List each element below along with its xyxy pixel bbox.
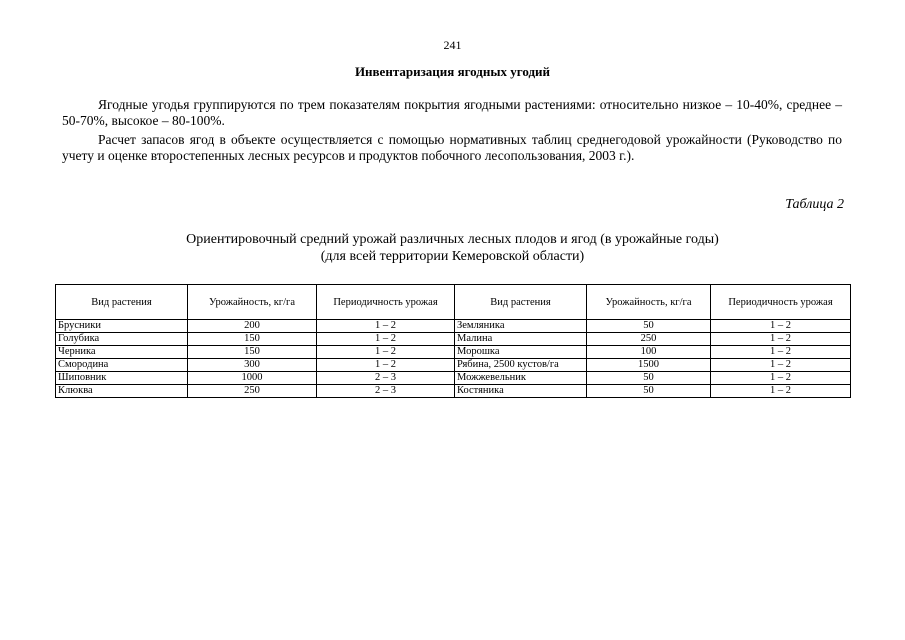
cell-periodicity: 1 – 2 xyxy=(711,372,851,385)
column-header-yield: Урожайность, кг/га xyxy=(188,285,317,320)
cell-yield: 200 xyxy=(188,320,317,333)
cell-plant: Клюква xyxy=(56,385,188,398)
cell-yield: 1500 xyxy=(587,359,711,372)
paragraph-yield-calculation: Расчет запасов ягод в объекте осуществляется с помощью нормативных таблиц среднегодовой урожайности (Руководство по учету и оценке второстепенных лесных ресурсов и продуктов побочного лесопользования, 2003 г.). xyxy=(62,132,842,163)
section-heading: Инвентаризация ягодных угодий xyxy=(354,64,551,79)
cell-plant: Земляника xyxy=(455,320,587,333)
cell-plant: Можжевельник xyxy=(455,372,587,385)
column-header-periodicity: Периодичность урожая xyxy=(317,285,455,320)
cell-yield: 150 xyxy=(188,346,317,359)
table-caption xyxy=(0,231,905,265)
cell-yield: 100 xyxy=(587,346,711,359)
table-caption-line-2: (для всей территории Кемеровской области) xyxy=(320,249,585,264)
cell-yield: 50 xyxy=(587,372,711,385)
cell-periodicity: 1 – 2 xyxy=(317,359,455,372)
cell-periodicity: 1 – 2 xyxy=(711,320,851,333)
cell-yield: 250 xyxy=(587,333,711,346)
column-header-periodicity: Периодичность урожая xyxy=(711,285,851,320)
cell-plant: Шиповник xyxy=(56,372,188,385)
cell-yield: 1000 xyxy=(188,372,317,385)
table-row xyxy=(56,359,851,372)
cell-periodicity: 1 – 2 xyxy=(711,346,851,359)
cell-yield: 150 xyxy=(188,333,317,346)
cell-periodicity: 1 – 2 xyxy=(711,359,851,372)
cell-periodicity: 1 – 2 xyxy=(711,385,851,398)
cell-yield: 300 xyxy=(188,359,317,372)
table-label: Таблица 2 xyxy=(785,197,844,212)
table-row xyxy=(56,385,851,398)
table-row xyxy=(56,346,851,359)
cell-plant: Черника xyxy=(56,346,188,359)
cell-yield: 50 xyxy=(587,385,711,398)
column-header-plant: Вид растения xyxy=(56,285,188,320)
cell-periodicity: 1 – 2 xyxy=(317,346,455,359)
cell-plant: Рябина, 2500 кустов/га xyxy=(455,359,587,372)
table-caption-line-1: Ориентировочный средний урожай различных лесных плодов и ягод (в урожайные годы) xyxy=(186,232,719,247)
cell-plant: Костяника xyxy=(455,385,587,398)
paragraph-coverage-groups: Ягодные угодья группируются по трем показателям покрытия ягодными растениями: относительно низкое – 10-40%, среднее – 50-70%, высокое – 80-100%. xyxy=(62,97,842,128)
table-header-row xyxy=(56,285,851,320)
harvest-table xyxy=(55,284,851,398)
table-row xyxy=(56,372,851,385)
column-header-plant: Вид растения xyxy=(455,285,587,320)
table-row xyxy=(56,320,851,333)
cell-plant: Голубика xyxy=(56,333,188,346)
cell-plant: Смородина xyxy=(56,359,188,372)
cell-plant: Брусники xyxy=(56,320,188,333)
cell-periodicity: 1 – 2 xyxy=(317,320,455,333)
cell-periodicity: 1 – 2 xyxy=(317,333,455,346)
cell-periodicity: 2 – 3 xyxy=(317,372,455,385)
cell-plant: Морошка xyxy=(455,346,587,359)
cell-periodicity: 2 – 3 xyxy=(317,385,455,398)
cell-plant: Малина xyxy=(455,333,587,346)
cell-periodicity: 1 – 2 xyxy=(711,333,851,346)
cell-yield: 50 xyxy=(587,320,711,333)
cell-yield: 250 xyxy=(188,385,317,398)
column-header-yield: Урожайность, кг/га xyxy=(587,285,711,320)
table-row xyxy=(56,333,851,346)
page-number: 241 xyxy=(443,38,462,52)
